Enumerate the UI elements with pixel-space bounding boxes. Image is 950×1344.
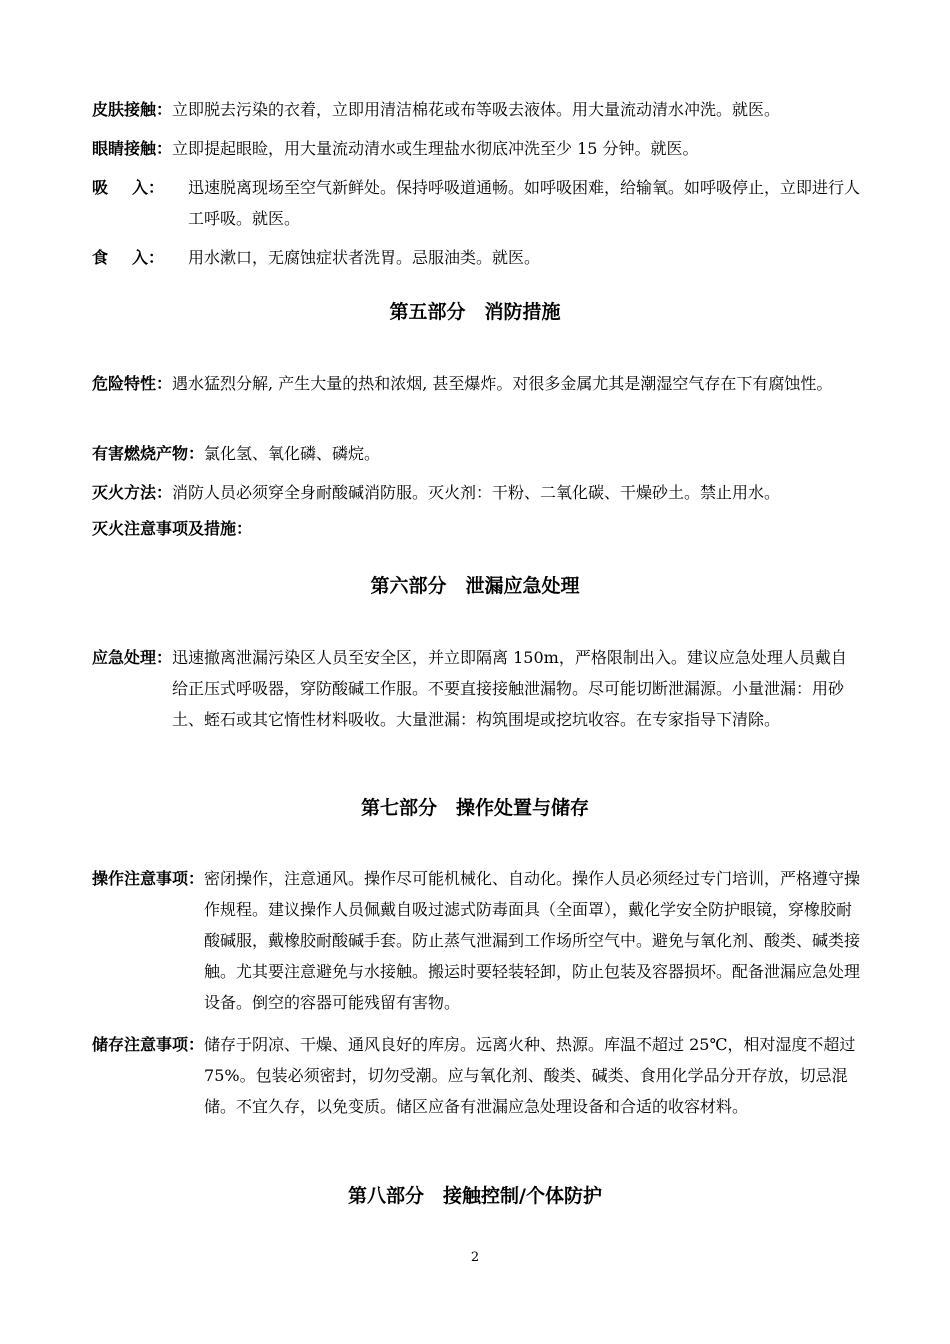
skin-contact-row (92, 94, 862, 125)
storage-notes-row (92, 1029, 862, 1122)
section-6-heading: 第六部分 泄漏应急处理 (370, 575, 580, 597)
extinguish-notes-row (92, 513, 862, 544)
extinguish-method-row (92, 477, 862, 508)
extinguish-method-text: 消防人员必须穿全身耐酸碱消防服。灭火剂：干粉、二氧化碳、干燥砂土。禁止用水。 (172, 483, 781, 502)
hazard-row (92, 368, 862, 399)
page-number: 2 (470, 1250, 480, 1265)
storage-notes-label: 储存注意事项： (92, 1035, 205, 1054)
operation-notes-label: 操作注意事项： (92, 869, 205, 888)
section-7-heading: 第七部分 操作处置与储存 (360, 797, 589, 819)
operation-notes-text: 密闭操作，注意通风。操作尽可能机械化、自动化。操作人员必须经过专门培训，严格遵守操作规程。建议操作人员佩戴自吸过滤式防毒面具（全面罩），戴化学安全防护眼镜，穿橡胶耐酸碱服，戴橡胶耐酸碱手套。防止蒸气泄漏到工作场所空气中。避免与氧化剂、酸类、碱类接触。尤其要注意避免与水接触。搬运时要轻装轻卸，防止包装及容器损坏。配备泄漏应急处理设备。倒空的容器可能残留有害物。 (204, 869, 861, 1012)
hazard-label: 危险特性： (92, 374, 173, 393)
ingestion-text: 用水漱口，无腐蚀症状者洗胃。忌服油类。就医。 (188, 248, 541, 267)
skin-contact-text: 立即脱去污染的衣着，立即用清洁棉花或布等吸去液体。用大量流动清水冲洗。就医。 (172, 100, 781, 119)
inhalation-label: 吸 入： (92, 178, 164, 197)
hazard-text: 遇水猛烈分解, 产生大量的热和浓烟, 甚至爆炸。对很多金属尤其是潮湿空气存在下有腐蚀性。 (172, 374, 833, 393)
emergency-row (92, 642, 862, 735)
section-8-heading: 第八部分 接触控制/个体防护 (348, 1185, 602, 1207)
operation-notes-row (92, 863, 862, 1018)
extinguish-notes-label: 灭火注意事项及措施： (92, 519, 253, 538)
ingestion-row (92, 242, 862, 273)
eye-contact-label: 眼睛接触： (92, 139, 173, 158)
emergency-label: 应急处理： (92, 648, 173, 667)
combustion-products-row (92, 438, 862, 469)
combustion-products-text: 氯化氢、氧化磷、磷烷。 (204, 444, 381, 463)
inhalation-row (92, 172, 862, 234)
section-5-heading: 第五部分 消防措施 (389, 301, 561, 323)
skin-contact-label: 皮肤接触： (92, 100, 173, 119)
eye-contact-text: 立即提起眼睑，用大量流动清水或生理盐水彻底冲洗至少 15 分钟。就医。 (172, 139, 699, 158)
emergency-text: 迅速撤离泄漏污染区人员至安全区，并立即隔离 150m，严格限制出入。建议应急处理人员戴自给正压式呼吸器，穿防酸碱工作服。不要直接接触泄漏物。尽可能切断泄漏源。小量泄漏：用砂土、蛭石或其它惰性材料吸收。大量泄漏：构筑围堤或挖坑收容。在专家指导下清除。 (172, 648, 847, 729)
eye-contact-row (92, 133, 862, 164)
ingestion-label: 食 入： (92, 248, 164, 267)
storage-notes-text: 储存于阴凉、干燥、通风良好的库房。远离火种、热源。库温不超过 25℃，相对湿度不超过 75%。包装必须密封，切勿受潮。应与氧化剂、酸类、碱类、食用化学品分开存放，切忌混储。不宜久存，以免变质。储区应备有泄漏应急处理设备和合适的收容材料。 (204, 1035, 856, 1116)
extinguish-method-label: 灭火方法： (92, 483, 173, 502)
inhalation-text: 迅速脱离现场至空气新鲜处。保持呼吸道通畅。如呼吸困难，给输氧。如呼吸停止，立即进行人工呼吸。就医。 (188, 178, 861, 228)
combustion-products-label: 有害燃烧产物： (92, 444, 205, 463)
